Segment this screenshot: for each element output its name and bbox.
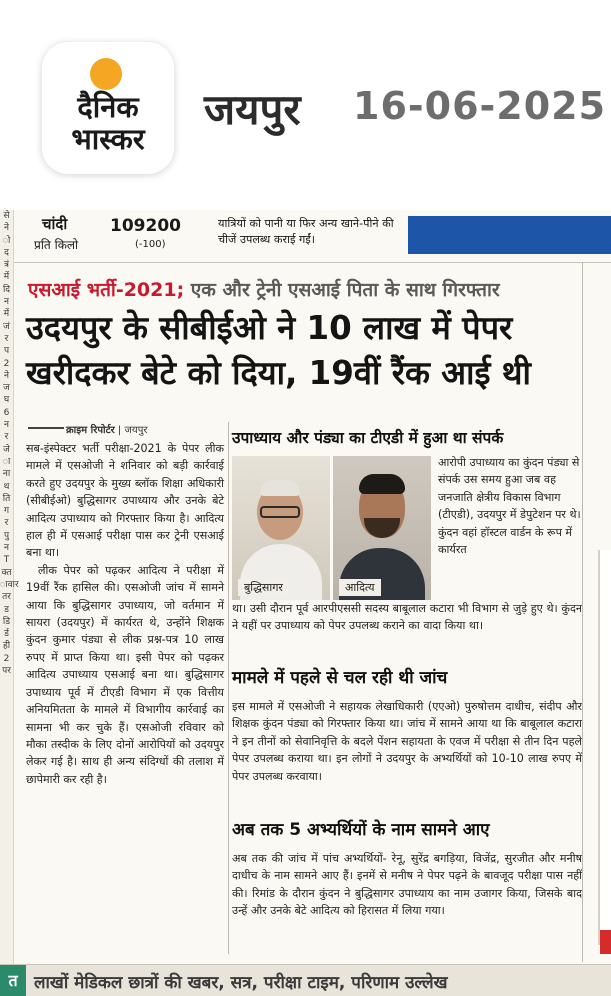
bottom-headline: लाखों मेडिकल छात्रों की खबर, सत्र, परीक्षा टाइम, परिणाम उल्लेख (34, 973, 448, 993)
divider (14, 262, 611, 263)
newspaper-clipping (0, 210, 611, 996)
article-kicker (28, 276, 500, 302)
paragraph: था। उसी दौरान पूर्व आरपीएससी सदस्य बाबूलाल कटारा भी विभाग से जुड़े हुए थे। कुंदन ने यहीं पर उपाध्याय को पेपर उपलब्ध कराने का वादा किया था। (232, 602, 582, 633)
fragment-char: ड (4, 604, 9, 615)
fragment-char: र (4, 432, 9, 443)
section-mark: त (0, 965, 26, 996)
fragment-char: ज (3, 383, 10, 394)
fragment-char: 2 (3, 358, 10, 369)
market-item-unit: प्रति किलो (34, 238, 79, 252)
fragment-char: पर (2, 665, 11, 676)
kicker-label: एसआई भर्ती-2021; (28, 279, 185, 301)
column-divider (582, 262, 583, 962)
fragment-char: ावार (0, 579, 19, 590)
fragment-char: 2 (3, 653, 10, 664)
subheading-candidates: अब तक 5 अभ्यर्थियों के नाम सामने आए (232, 820, 490, 840)
top-news-fragment: यात्रियों को पानी या फिर अन्य खाने-पीने की चीजें उपलब्ध कराई गईं। (218, 217, 394, 246)
paragraph: सब-इंस्पेक्टर भर्ती परीक्षा-2021 के पेपर लीक मामले में एसओजी ने शनिवार को बड़ी कार्रवाई करते हुए उदयपुर के मुख्य ब्लॉक शिक्षा अधिकारी (सीबीईओ) बुद्धिसागर उपाध्याय और उनके बेटे आदित्य उपाध्याय को गिरफ्तार किया है। आदित्य हाल ही में एसआई परीक्षा पास कर ट्रेनी एसआई बना था। (26, 442, 224, 560)
fragment-char: ही (2, 641, 11, 652)
blue-banner-block (408, 216, 611, 254)
fragment-char: न (4, 297, 9, 308)
market-item-name: चांदी (42, 215, 68, 233)
paragraph: इस मामले में एसओजी ने सहायक लेखाधिकारी (एएओ) पुरुषोत्तम दाधीच, संदीप और शिक्षक कुंदन पंड्या को गिरफ्तार किया था। जांच में सामने आया था कि बाबूलाल कटारा ने इन तीनों को सेवानिवृत्ति के बदले पेंशन सहायता के एवज में परीक्षा से तीन दिन पहले पेपर उपलब्ध कराया था। इन लोगों ने उदयपुर के अभ्यर्थियों को 10-10 लाख रुपए में पेपर उपलब्ध करवाया। (232, 700, 582, 783)
byline: क्राइम रिपोर्टर | जयपुर (66, 425, 148, 436)
fragment-char: र (4, 333, 9, 344)
red-ad-block (600, 930, 611, 954)
adjacent-ad-fragment (598, 550, 611, 945)
sun-icon (90, 58, 122, 90)
fragment-char: ा (2, 456, 11, 467)
photo-aditya (333, 456, 431, 600)
subheading-contact: उपाध्याय और पंड्या का टीएडी में हुआ था संपर्क (232, 429, 504, 447)
adjacent-column-fragment (0, 210, 19, 996)
fragment-char: ग (3, 506, 10, 517)
fragment-char: द (4, 247, 9, 258)
logo-text-line1: दैनिक (77, 90, 139, 124)
byline-place: जयपुर (124, 425, 148, 436)
logo-text-line2: भास्कर (71, 122, 145, 156)
fragment-char: घ (3, 395, 10, 406)
fragment-char: में (3, 309, 10, 320)
article-headline: उदयपुर के सीबीईओ ने 10 लाख में पेपर खरीदकर बेटे को दिया, 19वीं रैंक आई थी (26, 309, 531, 392)
app-header (0, 0, 611, 210)
fragment-char: ति (2, 493, 11, 504)
edition-date: 16-06-2025 (353, 84, 607, 128)
photo-side-text: आरोपी उपाध्याय का कुंदन पंड्या से संपर्क उस समय हुआ जब वह जनजाति क्षेत्रीय विकास विभाग (टीएडी), उदयपुर में डेपुटेशन पर थे। कुंदन वहां हॉस्टल वार्डन के रूप में कार्यरत (438, 456, 581, 557)
fragment-char: डि (2, 616, 11, 627)
market-item-change: (-100) (135, 239, 166, 250)
left-column-body (26, 440, 224, 788)
fragment-char: थ (3, 481, 10, 492)
fragment-char: तर (2, 592, 11, 603)
fragment-char: जे (3, 444, 10, 455)
byline-rule (28, 427, 64, 429)
dainik-bhaskar-logo[interactable] (42, 42, 174, 174)
photo-buddhisagar (232, 456, 330, 600)
fragment-char: पु (3, 530, 10, 541)
subheading-investigation: मामले में पहले से चल रही थी जांच (232, 668, 448, 688)
fragment-char: ने (4, 370, 9, 381)
fragment-char: न (4, 543, 9, 554)
fragment-char: ना (2, 469, 11, 480)
fragment-char: T (3, 555, 10, 566)
fragment-char: जं (3, 321, 10, 332)
fragment-char: दि (2, 284, 11, 295)
market-item-price: 109200 (110, 216, 181, 236)
glasses-icon (260, 506, 300, 518)
fragment-char: त्रं (4, 260, 9, 271)
fragment-char: प (3, 346, 10, 357)
fragment-char: से (3, 211, 10, 221)
fragment-char: ने (4, 223, 9, 234)
fragment-char: 6 (3, 407, 10, 418)
column-divider (228, 422, 229, 954)
fragment-char: र (4, 518, 9, 529)
kicker-text: एक और ट्रेनी एसआई पिता के साथ गिरफ्तार (184, 279, 500, 301)
byline-role: क्राइम रिपोर्टर (66, 425, 115, 436)
photo-caption: बुद्धिसागर (238, 579, 289, 596)
paragraph: लीक पेपर को पढ़कर आदित्य ने परीक्षा में 19वीं रैंक हासिल की। एसओजी जांच में सामने आया कि बुद्धिसागर उपाध्याय, जो वर्तमान में सायरा (उदयपुर) में कार्यरत थे, उन्होंने शिक्षक कुंदन कुमार पंड्या से लीक प्रश्न-पत्र 10 लाख रुपए में प्राप्त किया था। इसी पेपर को पढ़कर आदित्य उपाध्याय एसआई बना था। बुद्धिसागर उपाध्याय पूर्व में टीएडी विभाग में एक वित्तीय अनियमितता के मामले में विभागीय कार्रवाई का सामना भी कर चुके हैं। एसओजी रविवार को मौका तस्दीक के लिए दोनों आरोपियों को उदयपुर लेकर गई है। साथ ही अन्य संदिग्धों की तलाश में छापेमारी कर रही है। (26, 563, 224, 786)
fragment-char: न (4, 420, 9, 431)
fragment-char: र्ड (4, 629, 9, 640)
fragment-char: ो (2, 235, 11, 246)
paragraph: अब तक की जांच में पांच अभ्यर्थियों- रेनू, सुरेंद्र बगड़िया, विजेंद्र, सुरजीत और मनीष दाधीच के नाम सामने आए हैं। इनमें से मनीष ने पेपर पढ़ने के बावजूद परीक्षा पास नहीं की। रिमांड के दौरान कुंदन ने बुद्धिसागर उपाध्याय का नाम उजागर किया, जिसके बाद उन्हें और उनके बेटे आदित्य को हिरासत में लिया गया। (232, 852, 582, 918)
edition-city: जयपुर (204, 85, 301, 134)
fragment-char: क्त (1, 567, 12, 578)
photo-caption: आदित्य (339, 579, 381, 596)
bottom-headline-band (0, 964, 611, 996)
fragment-char: में (3, 272, 10, 283)
